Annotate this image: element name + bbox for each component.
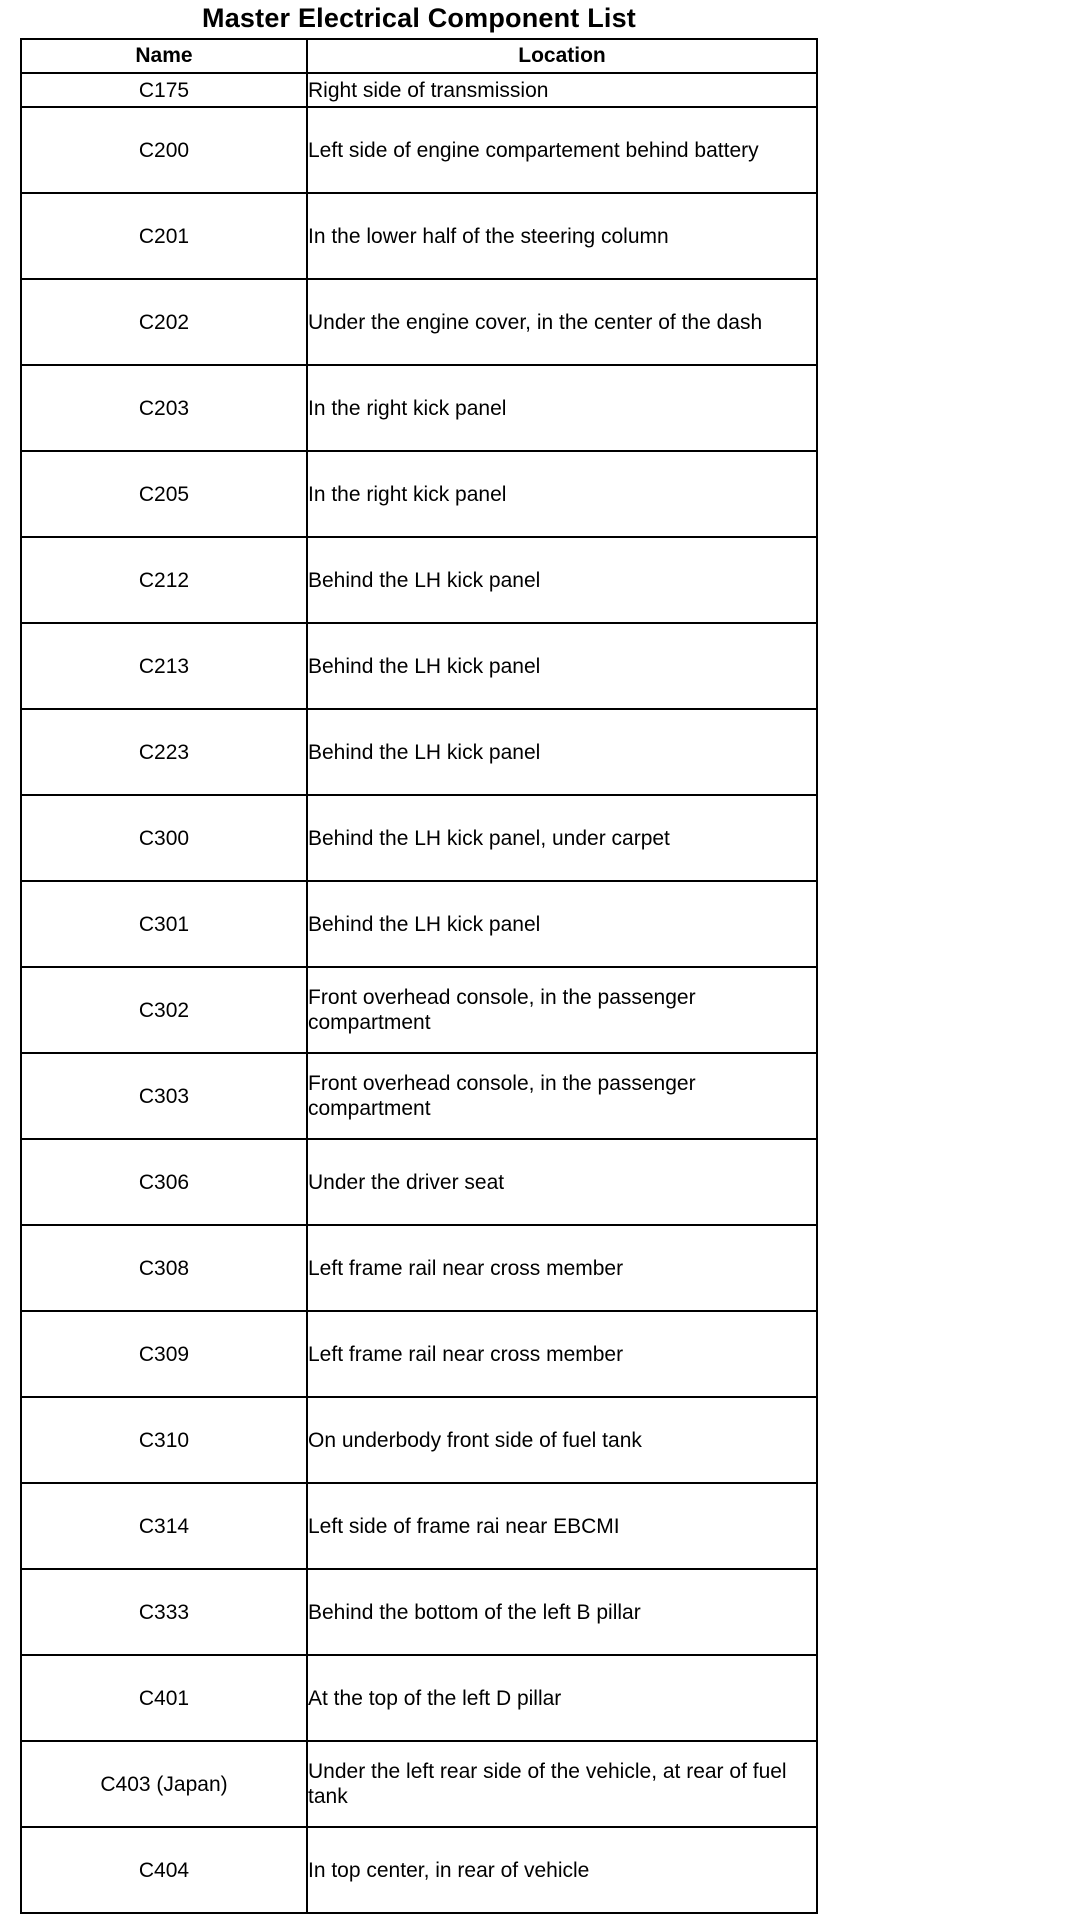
name-cell: C175 <box>21 73 307 107</box>
table-row <box>21 1655 817 1741</box>
location-cell: Front overhead console, in the passenger compartment <box>307 967 817 1053</box>
location-cell: Front overhead console, in the passenger compartment <box>307 1053 817 1139</box>
name-cell: C205 <box>21 451 307 537</box>
location-cell: Under the driver seat <box>307 1139 817 1225</box>
name-cell: C314 <box>21 1483 307 1569</box>
location-cell: In top center, in rear of vehicle <box>307 1827 817 1913</box>
location-cell: Right side of transmission <box>307 73 817 107</box>
location-cell: Behind the LH kick panel <box>307 881 817 967</box>
table-row <box>21 1827 817 1913</box>
location-cell: Behind the LH kick panel <box>307 537 817 623</box>
page-title: Master Electrical Component List <box>202 3 636 33</box>
location-cell: In the right kick panel <box>307 451 817 537</box>
table-row <box>21 107 817 193</box>
location-cell: Behind the bottom of the left B pillar <box>307 1569 817 1655</box>
name-cell: C310 <box>21 1397 307 1483</box>
location-cell: Under the engine cover, in the center of the dash <box>307 279 817 365</box>
name-cell: C308 <box>21 1225 307 1311</box>
name-cell: C309 <box>21 1311 307 1397</box>
table-body <box>21 73 817 1913</box>
location-cell: At the top of the left D pillar <box>307 1655 817 1741</box>
table-row <box>21 881 817 967</box>
name-cell: C303 <box>21 1053 307 1139</box>
table-row <box>21 1483 817 1569</box>
table-row <box>21 623 817 709</box>
table-row <box>21 1397 817 1483</box>
name-cell: C203 <box>21 365 307 451</box>
table-row <box>21 1569 817 1655</box>
location-cell: In the right kick panel <box>307 365 817 451</box>
table-row <box>21 1139 817 1225</box>
table-row <box>21 365 817 451</box>
name-cell: C403 (Japan) <box>21 1741 307 1827</box>
name-cell: C223 <box>21 709 307 795</box>
table-row <box>21 967 817 1053</box>
name-cell: C333 <box>21 1569 307 1655</box>
name-cell: C404 <box>21 1827 307 1913</box>
table-row <box>21 73 817 107</box>
name-cell: C213 <box>21 623 307 709</box>
name-cell: C301 <box>21 881 307 967</box>
name-cell: C202 <box>21 279 307 365</box>
table-row <box>21 1225 817 1311</box>
header-row <box>21 39 817 73</box>
name-cell: C200 <box>21 107 307 193</box>
column-header-location: Location <box>307 39 817 73</box>
table-row <box>21 1053 817 1139</box>
location-cell: Behind the LH kick panel <box>307 709 817 795</box>
name-cell: C212 <box>21 537 307 623</box>
location-cell: Behind the LH kick panel <box>307 623 817 709</box>
component-table <box>20 38 818 1914</box>
name-cell: C302 <box>21 967 307 1053</box>
table-header <box>21 39 817 73</box>
table-row <box>21 1741 817 1827</box>
location-cell: Behind the LH kick panel, under carpet <box>307 795 817 881</box>
table-row <box>21 1311 817 1397</box>
table-row <box>21 451 817 537</box>
location-cell: In the lower half of the steering column <box>307 193 817 279</box>
table-row <box>21 193 817 279</box>
location-cell: Left frame rail near cross member <box>307 1225 817 1311</box>
table-row <box>21 709 817 795</box>
location-cell: Left side of engine compartement behind battery <box>307 107 817 193</box>
location-cell: Left side of frame rai near EBCMI <box>307 1483 817 1569</box>
name-cell: C201 <box>21 193 307 279</box>
name-cell: C300 <box>21 795 307 881</box>
location-cell: Under the left rear side of the vehicle, at rear of fuel tank <box>307 1741 817 1827</box>
table-row <box>21 537 817 623</box>
location-cell: On underbody front side of fuel tank <box>307 1397 817 1483</box>
location-cell: Left frame rail near cross member <box>307 1311 817 1397</box>
table-row <box>21 795 817 881</box>
column-header-name: Name <box>21 39 307 73</box>
table-row <box>21 279 817 365</box>
name-cell: C401 <box>21 1655 307 1741</box>
name-cell: C306 <box>21 1139 307 1225</box>
